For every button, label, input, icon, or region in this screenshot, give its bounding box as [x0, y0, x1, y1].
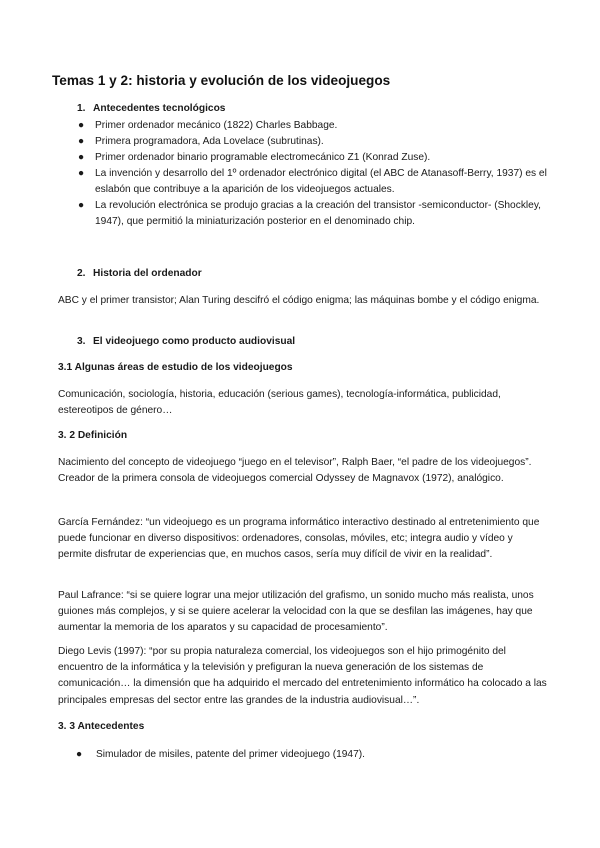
bullet-icon: ● — [78, 152, 85, 163]
bullet-icon: ● — [76, 749, 83, 760]
section-1-number: 1. — [77, 103, 86, 114]
section-2-title: Historia del ordenador — [93, 268, 202, 279]
definition-paragraph: Paul Lafrance: “si se quiere lograr una mejor utilización del grafismo, un sonido mucho más realista, unos guiones más complejos, y si se quiere acelerar la velocidad con la que se desfilan las imágenes, hay que aumentar la memoria de los aparatos y su capacidad de procesamiento”. — [58, 590, 534, 634]
list-item: ● Primer ordenador mecánico (1822) Charles Babbage. — [78, 118, 548, 134]
list-item: ● Simulador de misiles, patente del primer videojuego (1947). — [76, 747, 546, 763]
subsection-3-2-heading: 3. 2 Definición — [58, 430, 128, 441]
section-2-heading — [77, 268, 202, 279]
section-3-number: 3. — [77, 336, 86, 347]
section-2-number: 2. — [77, 268, 86, 279]
subsection-3-1-heading: 3.1 Algunas áreas de estudio de los videojuegos — [58, 362, 293, 373]
section-1-title: Antecedentes tecnológicos — [93, 103, 226, 114]
subsection-3-1-paragraph: Comunicación, sociología, historia, educación (serious games), tecnología-informática, publicidad, estereotipos de género… — [58, 389, 501, 417]
bullet-icon: ● — [78, 120, 85, 131]
bullet-icon: ● — [78, 136, 85, 147]
subsection-3-3-heading: 3. 3 Antecedentes — [58, 721, 145, 732]
definition-paragraph: Diego Levis (1997): “por su propia naturaleza comercial, los videojuegos son el hijo primogénito del encuentro de la informática y la televisión y prefiguran la nueva generación de los sistemas de comunicación… la dimensión que ha adquirido el mercado del entretenimiento informático ha colocado a las principales empresas del sector entre las grandes de la industria audiovisual…”. — [58, 646, 547, 706]
definition-paragraph: Nacimiento del concepto de videojuego “juego en el televisor”, Ralph Baer, “el padre de los videojuegos”. Creador de la primera consola de videojuegos comercial Odyssey de Magnavox (1972), analógico. — [58, 457, 532, 485]
list-item: ● Primera programadora, Ada Lovelace (subrutinas). — [78, 134, 548, 150]
document-title: Temas 1 y 2: historia y evolución de los videojuegos — [52, 73, 391, 88]
list-item: ● La revolución electrónica se produjo gracias a la creación del transistor -semiconductor- (Shockley, 1947), que permitió la miniaturización posterior en el denominado chip. — [78, 200, 542, 228]
section-2-paragraph: ABC y el primer transistor; Alan Turing descifró el código enigma; las máquinas bombe y el código enigma. — [58, 295, 540, 306]
bullet-icon: ● — [78, 200, 85, 211]
section-1-heading — [77, 103, 225, 114]
list-item: ● La invención y desarrollo del 1º ordenador electrónico digital (el ABC de Atanasoff-Berry, 1937) es el eslabón que contribuye a la aparición de los videojuegos actuales. — [78, 168, 547, 196]
definition-paragraph: García Fernández: “un videojuego es un programa informático interactivo destinado al entretenimiento que puede funcionar en diverso dispositivos: ordenadores, consolas, móviles, etc; integra audio y vídeo y permite disfrutar de experiencias que, en muchos casos, sería muy difícil de vivir en la realidad”. — [58, 517, 540, 561]
section-3-heading — [77, 336, 295, 347]
list-item: ● Primer ordenador binario programable electromecánico Z1 (Konrad Zuse). — [78, 150, 548, 166]
section-3-title: El videojuego como producto audiovisual — [93, 336, 296, 347]
bullet-icon: ● — [78, 168, 85, 179]
